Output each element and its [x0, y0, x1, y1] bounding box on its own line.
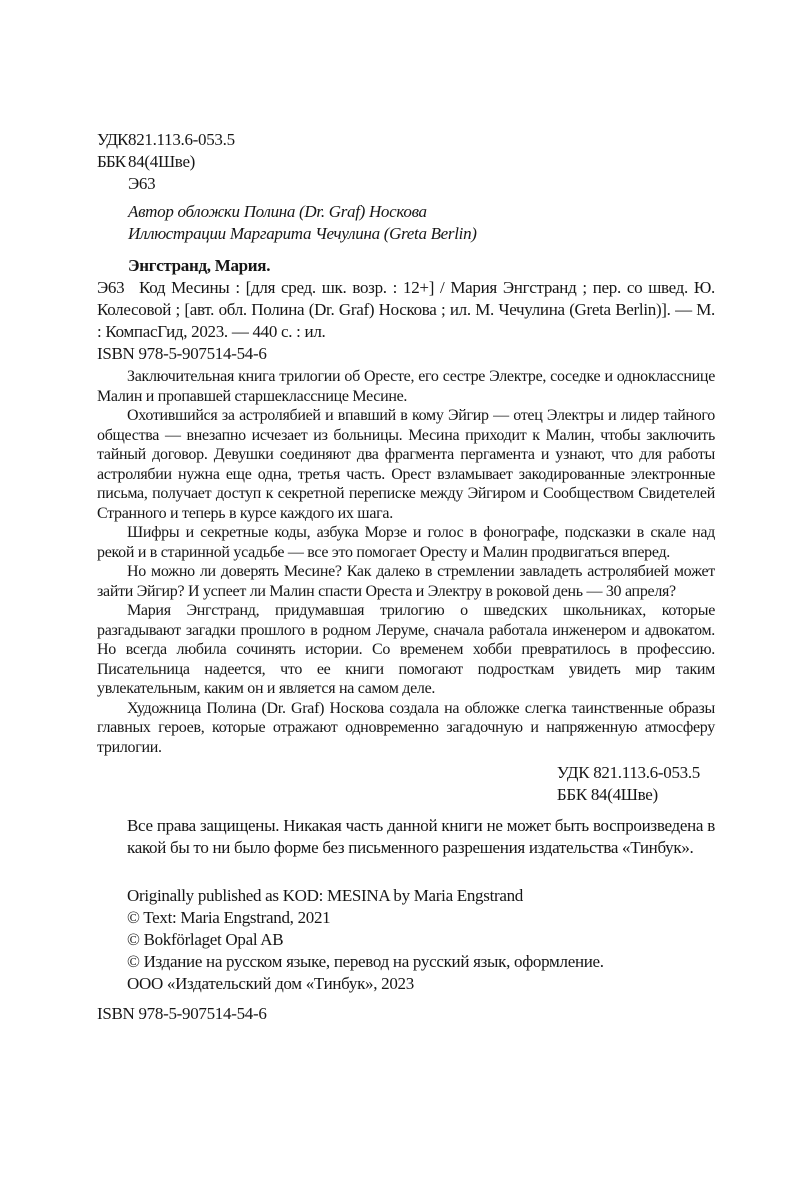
bbk-row — [97, 151, 715, 173]
bbk-value: 84(4Шве) — [128, 152, 196, 171]
author-sign-row — [97, 173, 715, 195]
annotation-paragraph: Охотившийся за астролябией и впавший в кому Эйгир — отец Электры и лидер тайного общества — внезапно исчезает из больницы. Месина приходит к Малин, чтобы заключить тайный договор. Девушки соединяют два фрагмента пергамента и узнают, что для работы астролябии нужна еще одна, третья часть. Орест взламывает закодированные электронные письма, получает доступ к секретной переписке между Эйгиром и Сообществом Свидетелей Странного и теперь в курсе каждого их шага. — [97, 407, 715, 522]
author-sign: Э63 — [128, 174, 156, 193]
copyright-block — [127, 885, 715, 995]
author-sign-spacer — [97, 173, 128, 195]
copyright-line: ООО «Издательский дом «Тинбук», 2023 — [127, 974, 414, 993]
annotation-paragraph: Шифры и секретные коды, азбука Морзе и голос в фонографе, подсказки в скале над рекой и в старинной усадьбе — все это помогает Оресту и Малин продвигаться вперед. — [97, 524, 715, 561]
illustrations-credit: Иллюстрации Маргарита Чечулина (Greta Berlin) — [128, 224, 477, 243]
credits-block — [128, 201, 715, 245]
copyright-line: © Bokförlaget Opal AB — [127, 930, 284, 949]
catalog-author-sign: Э63 — [97, 278, 125, 297]
annotation-paragraph: Художница Полина (Dr. Graf) Носкова создала на обложке слегка таинственные образы главных героев, которые отражают одновременно загадочную и напряженную атмосферу трилогии. — [97, 699, 715, 756]
udk-row — [97, 129, 715, 151]
udk-bottom: УДК 821.113.6-053.5 — [556, 763, 700, 782]
copyright-line: © Издание на русском языке, перевод на русский язык, оформление. — [127, 952, 604, 971]
copyright-line: © Text: Maria Engstrand, 2021 — [127, 908, 331, 927]
classification-top-block — [97, 129, 715, 195]
bbk-label: ББК — [97, 152, 126, 171]
catalog-author-heading: Энгстранд, Мария. — [128, 256, 271, 275]
bbk-bottom: ББК 84(4Шве) — [556, 785, 658, 804]
catalog-record-text: Код Месины : [для сред. шк. возр. : 12+] / Мария Энгстранд ; пер. со швед. Ю. Колесовой ; [авт. обл. Полина (Dr. Graf) Носкова ; ил. М. Чечулина (Greta Berlin)]. — М. : КомпасГид, 2023. — 440 с. : ил. — [97, 278, 715, 341]
isbn-bottom: ISBN 978-5-907514-54-6 — [97, 1004, 267, 1023]
copyright-line: Originally published as KOD: MESINA by Maria Engstrand — [127, 886, 524, 905]
annotation-paragraph: Мария Энгстранд, придумавшая трилогию о шведских школьниках, которые разгадывают загадки прошлого в родном Леруме, сначала работала инженером и адвокатом. Но всегда любила сочинять истории. Со временем хобби превратилось в профессию. Писательница надеется, что ее книги помогают подросткам увидеть мир таким увлекательным, каким он и является на самом деле. — [97, 602, 715, 697]
udk-label: УДК — [97, 130, 128, 149]
udk-value: 821.113.6-053.5 — [128, 130, 235, 149]
catalog-isbn: ISBN 978-5-907514-54-6 — [97, 344, 267, 363]
annotation-block — [97, 367, 715, 757]
annotation-paragraph: Заключительная книга трилогии об Оресте, его сестре Электре, соседке и однокласснице Малин и пропавшей старшекласснице Месине. — [97, 368, 715, 405]
rights-notice: Все права защищены. Никакая часть данной книги не может быть воспроизведена в какой бы то ни было форме без письменного разрешения издательства «Тинбук». — [127, 816, 715, 857]
catalog-record — [97, 277, 715, 343]
cover-artist-credit: Автор обложки Полина (Dr. Graf) Носкова — [128, 202, 427, 221]
annotation-paragraph: Но можно ли доверять Месине? Как далеко в стремлении завладеть астролябией может зайти Эйгир? И успеет ли Малин спасти Ореста и Электру в роковой день — 30 апреля? — [97, 563, 715, 600]
classification-bottom-block — [557, 762, 700, 806]
catalog-card — [97, 255, 715, 365]
